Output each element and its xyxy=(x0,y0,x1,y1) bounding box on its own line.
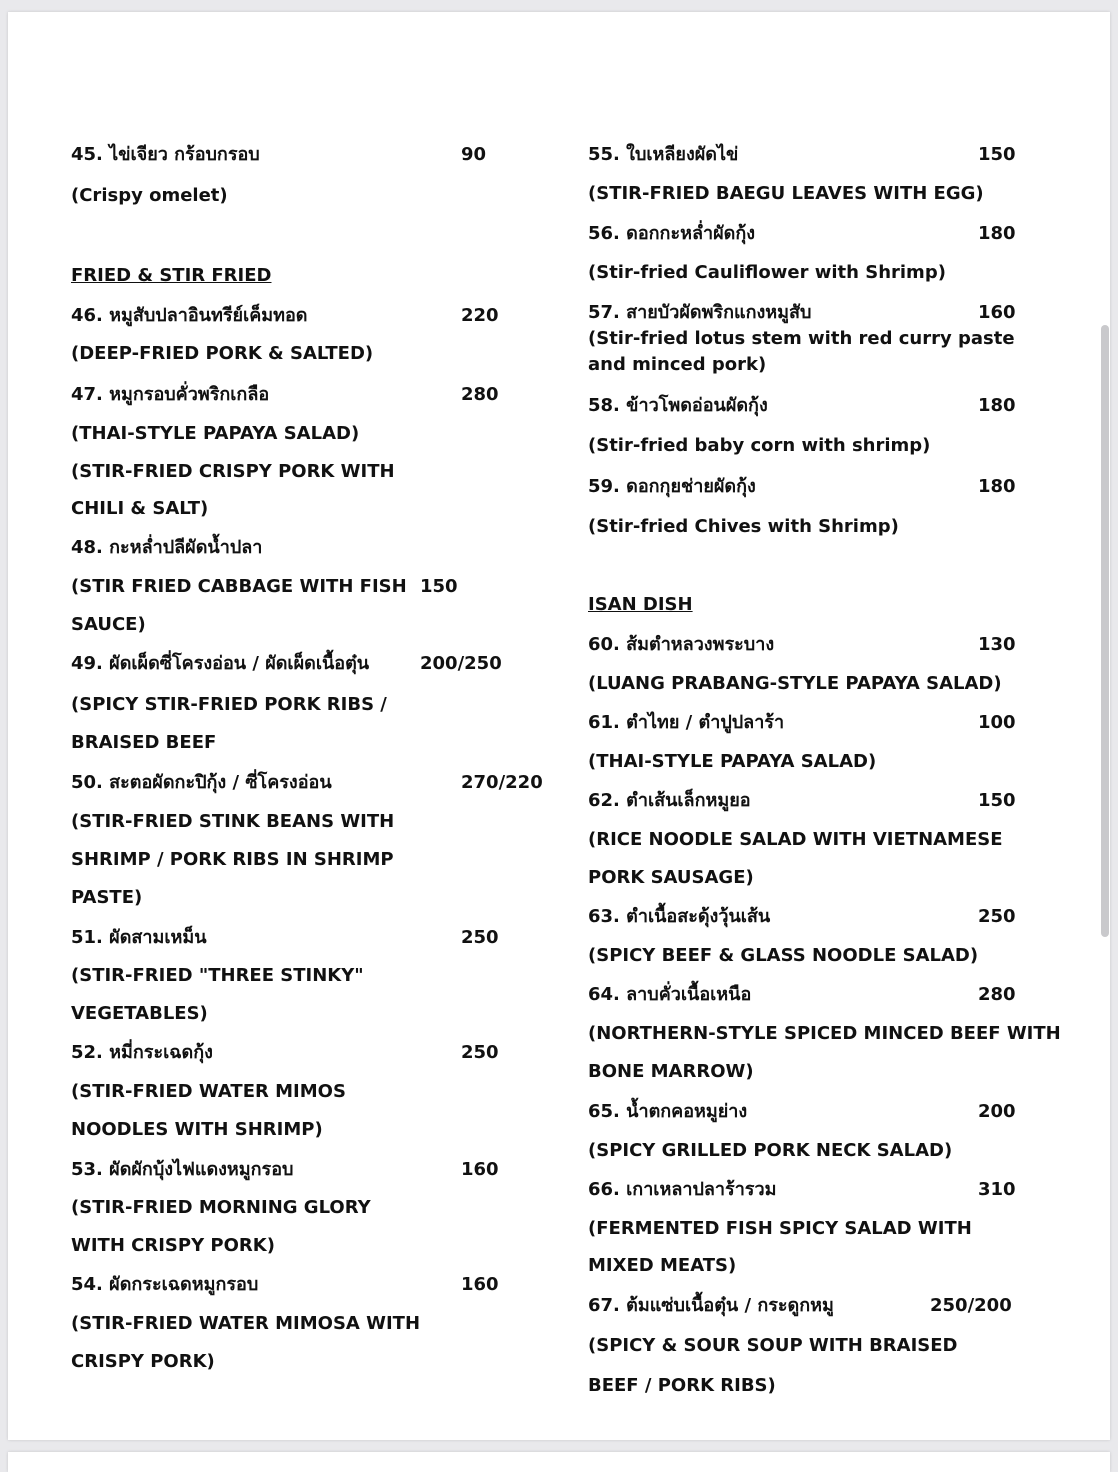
dish-description: (THAI-STYLE PAPAYA SALAD) xyxy=(588,751,877,772)
dish-price: 160 xyxy=(461,1274,499,1295)
dish-description: (Stir-fried lotus stem with red curry paste xyxy=(588,328,1015,349)
dish-title: 51. ผัดสามเหม็น xyxy=(71,927,207,948)
dish-title: 52. หมี่กระเฉดกุ้ง xyxy=(71,1042,213,1063)
dish-title: 66. เกาเหลาปลาร้ารวม xyxy=(588,1179,777,1200)
dish-description: (STIR-FRIED WATER MIMOS xyxy=(71,1081,346,1102)
dish-price: 180 xyxy=(978,395,1016,416)
dish-title: 48. กะหล่ำปลีผัดน้ำปลา xyxy=(71,537,263,558)
dish-description: (STIR-FRIED WATER MIMOSA WITH xyxy=(71,1313,421,1334)
dish-description: (STIR-FRIED "THREE STINKY" xyxy=(71,965,364,986)
dish-title: 46. หมูสับปลาอินทรีย์เค็มทอด xyxy=(71,305,308,326)
dish-title: 53. ผัดผักบุ้งไฟแดงหมูกรอบ xyxy=(71,1159,294,1180)
dish-description: CRISPY PORK) xyxy=(71,1351,215,1372)
dish-description: (RICE NOODLE SALAD WITH VIETNAMESE xyxy=(588,829,1003,850)
dish-price: 310 xyxy=(978,1179,1016,1200)
dish-price: 280 xyxy=(978,984,1016,1005)
dish-price: 270/220 xyxy=(461,772,543,793)
dish-price: 280 xyxy=(461,384,499,405)
scrollbar[interactable] xyxy=(1101,325,1109,937)
dish-description: (STIR-FRIED STINK BEANS WITH xyxy=(71,811,395,832)
dish-description: (STIR-FRIED CRISPY PORK WITH xyxy=(71,461,395,482)
dish-price: 220 xyxy=(461,305,499,326)
dish-title: 62. ตำเส้นเล็กหมูยอ xyxy=(588,790,751,811)
dish-price: 150 xyxy=(978,790,1016,811)
dish-description: (Crispy omelet) xyxy=(71,185,228,206)
dish-description: (STIR-FRIED MORNING GLORY xyxy=(71,1197,371,1218)
dish-description: (SPICY BEEF & GLASS NOODLE SALAD) xyxy=(588,945,979,966)
dish-description: SHRIMP / PORK RIBS IN SHRIMP xyxy=(71,849,394,870)
dish-price: 250 xyxy=(461,1042,499,1063)
dish-description: BRAISED BEEF xyxy=(71,732,217,753)
dish-title: 45. ไข่เจียว กร้อบกรอบ xyxy=(71,144,260,165)
section-heading: ISAN DISH xyxy=(588,594,693,615)
dish-description: CHILI & SALT) xyxy=(71,498,209,519)
dish-title: 65. น้ำตกคอหมูย่าง xyxy=(588,1101,748,1122)
dish-description: NOODLES WITH SHRIMP) xyxy=(71,1119,323,1140)
dish-price: 160 xyxy=(461,1159,499,1180)
dish-title: 55. ใบเหลียงผัดไข่ xyxy=(588,144,739,165)
dish-title: 54. ผัดกระเฉดหมูกรอบ xyxy=(71,1274,259,1295)
dish-description: (THAI-STYLE PAPAYA SALAD) xyxy=(71,423,360,444)
dish-description: (NORTHERN-STYLE SPICED MINCED BEEF WITH xyxy=(588,1023,1061,1044)
dish-description: (DEEP-FRIED PORK & SALTED) xyxy=(71,343,374,364)
dish-price: 150 xyxy=(978,144,1016,165)
dish-price: 90 xyxy=(461,144,487,165)
dish-description: (LUANG PRABANG-STYLE PAPAYA SALAD) xyxy=(588,673,1002,694)
dish-description: (SPICY & SOUR SOUP WITH BRAISED xyxy=(588,1335,958,1356)
dish-description: (Stir-fried Chives with Shrimp) xyxy=(588,516,899,537)
dish-description: WITH CRISPY PORK) xyxy=(71,1235,275,1256)
dish-description: (Stir-fried Cauliflower with Shrimp) xyxy=(588,262,946,283)
dish-description: MIXED MEATS) xyxy=(588,1255,737,1276)
dish-title: 49. ผัดเผ็ดซี่โครงอ่อน / ผัดเผ็ดเนื้อตุ๋น xyxy=(71,653,370,674)
dish-price: 180 xyxy=(978,476,1016,497)
dish-title: 63. ตำเนื้อสะดุ้งวุ้นเส้น xyxy=(588,906,771,927)
dish-title: 60. ส้มตำหลวงพระบาง xyxy=(588,634,775,655)
dish-price: 160 xyxy=(978,302,1016,323)
dish-description: PORK SAUSAGE) xyxy=(588,867,754,888)
dish-description: PASTE) xyxy=(71,887,143,908)
dish-description: BEEF / PORK RIBS) xyxy=(588,1375,776,1396)
dish-title: 47. หมูกรอบคั่วพริกเกลือ xyxy=(71,384,270,405)
dish-title: 50. สะตอผัดกะปิกุ้ง / ซี่โครงอ่อน xyxy=(71,772,332,793)
dish-description: and minced pork) xyxy=(588,354,767,375)
dish-description: (STIR-FRIED BAEGU LEAVES WITH EGG) xyxy=(588,183,984,204)
dish-price: 250/200 xyxy=(930,1295,1012,1316)
dish-title: 57. สายบัวผัดพริกแกงหมูสับ xyxy=(588,302,812,323)
dish-description: (SPICY STIR-FRIED PORK RIBS / xyxy=(71,694,387,715)
dish-title: 59. ดอกกุยช่ายผัดกุ้ง xyxy=(588,476,756,497)
next-page-edge xyxy=(8,1452,1110,1472)
dish-price: 100 xyxy=(978,712,1016,733)
dish-price: 250 xyxy=(461,927,499,948)
dish-price: 130 xyxy=(978,634,1016,655)
dish-description: VEGETABLES) xyxy=(71,1003,208,1024)
dish-title: 64. ลาบคั่วเนื้อเหนือ xyxy=(588,984,752,1005)
dish-price: 150 xyxy=(420,576,458,597)
dish-description: BONE MARROW) xyxy=(588,1061,754,1082)
dish-title: 61. ตำไทย / ตำปูปลาร้า xyxy=(588,712,785,733)
dish-description: (STIR FRIED CABBAGE WITH FISH xyxy=(71,576,407,597)
section-heading: FRIED & STIR FRIED xyxy=(71,265,272,286)
dish-price: 250 xyxy=(978,906,1016,927)
dish-description: (FERMENTED FISH SPICY SALAD WITH xyxy=(588,1218,972,1239)
dish-title: 56. ดอกกะหล่ำผัดกุ้ง xyxy=(588,223,756,244)
dish-description: (SPICY GRILLED PORK NECK SALAD) xyxy=(588,1140,953,1161)
dish-description: SAUCE) xyxy=(71,614,146,635)
dish-description: (Stir-fried baby corn with shrimp) xyxy=(588,435,931,456)
dish-title: 67. ต้มแซ่บเนื้อตุ๋น / กระดูกหมู xyxy=(588,1295,834,1316)
dish-price: 200/250 xyxy=(420,653,502,674)
dish-title: 58. ข้าวโพดอ่อนผัดกุ้ง xyxy=(588,395,768,416)
dish-price: 200 xyxy=(978,1101,1016,1122)
dish-price: 180 xyxy=(978,223,1016,244)
